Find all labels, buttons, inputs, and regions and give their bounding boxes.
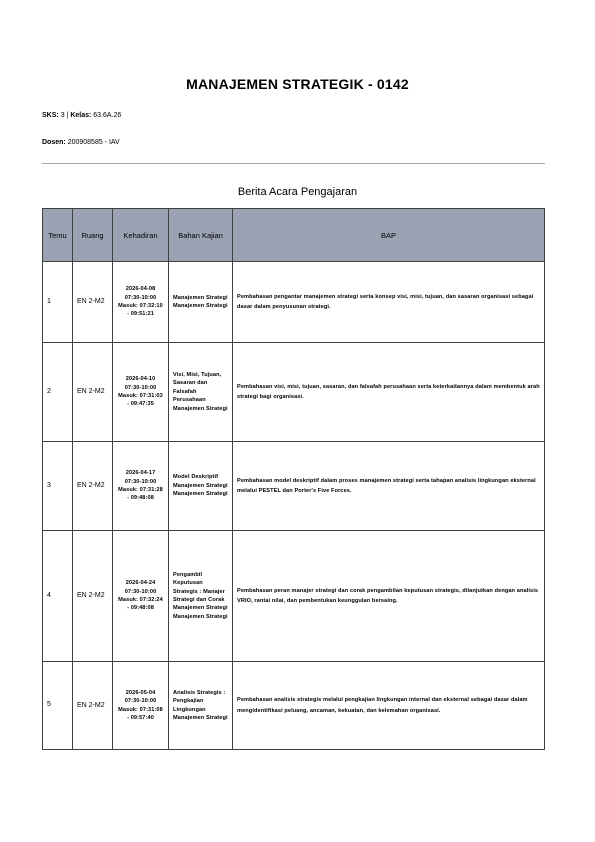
sks-label: SKS: bbox=[42, 112, 59, 119]
cell-bahan-kajian: Model Deskriptif Manajemen Strategi Manajemen Strategi bbox=[169, 442, 233, 531]
header-ruang: Ruang bbox=[73, 209, 113, 262]
cell-bap: Pembahasan pengantar manajemen strategi serta konsep visi, misi, tujuan, dan sasaran organisasi sebagai dasar dalam penyusunan strategi. bbox=[233, 262, 545, 343]
header-bap: BAP bbox=[233, 209, 545, 262]
section-title: Berita Acara Pengajaran bbox=[237, 186, 358, 198]
course-title: MANAJEMEN STRATEGIK - 0142 bbox=[186, 76, 409, 92]
cell-temu: 1 bbox=[43, 262, 73, 343]
cell-bahan-kajian: Visi, Misi, Tujuan, Sasaran dan Falsafah Perusahaan Manajemen Strategi bbox=[169, 343, 233, 442]
kelas-label: Kelas: bbox=[70, 112, 92, 119]
cell-bap: Pembahasan analisis strategis melalui pengkajian lingkungan internal dan eksternal sebagai dasar dalam mengidentifikasi peluang, ancaman, kekuatan, dan kelemahan organisasi. bbox=[233, 662, 545, 750]
bap-table bbox=[42, 208, 545, 750]
cell-kehadiran: 2026-04-24 07:30-10:00 Masuk: 07:32:24 - 09:48:08 bbox=[113, 531, 169, 662]
table-row bbox=[43, 343, 545, 442]
cell-kehadiran: 2026-04-10 07:30-10:00 Masuk: 07:31:03 - 09:47:35 bbox=[113, 343, 169, 442]
table-row bbox=[43, 662, 545, 750]
cell-bap: Pembahasan model deskriptif dalam proses manajemen strategi serta tahapan analisis lingkungan eksternal melalui PESTEL dan Porter's Five Forces. bbox=[233, 442, 545, 531]
cell-bap: Pembahasan visi, misi, tujuan, sasaran, dan falsafah perusahaan serta keterkaitannya dalam membentuk arah strategi bagi organisasi. bbox=[233, 343, 545, 442]
dosen-value: 200908585 - IAV bbox=[67, 139, 120, 146]
lecturer-meta bbox=[42, 139, 120, 146]
table-header-row bbox=[43, 209, 545, 262]
cell-temu: 5 bbox=[43, 662, 73, 750]
cell-temu: 3 bbox=[43, 442, 73, 531]
table-row bbox=[43, 442, 545, 531]
cell-ruang: EN 2-M2 bbox=[73, 262, 113, 343]
cell-ruang: EN 2-M2 bbox=[73, 662, 113, 750]
sks-value: 3 bbox=[60, 112, 65, 119]
cell-bap: Pembahasan peran manajer strategi dan corak pengambilan keputusan strategis, dilanjutkan dengan analisis VRIO, rantai nilai, dan pembentukan keunggulan bersaing. bbox=[233, 531, 545, 662]
cell-ruang: EN 2-M2 bbox=[73, 531, 113, 662]
divider bbox=[42, 163, 545, 164]
dosen-label: Dosen: bbox=[42, 139, 66, 146]
course-meta bbox=[42, 112, 121, 119]
cell-ruang: EN 2-M2 bbox=[73, 442, 113, 531]
cell-temu: 2 bbox=[43, 343, 73, 442]
header-temu: Temu bbox=[43, 209, 73, 262]
cell-bahan-kajian: Pengambil Keputusan Strategis : Manajer Strategi dan Corak Manajemen Strategi Manajemen Strategi bbox=[169, 531, 233, 662]
table-row bbox=[43, 262, 545, 343]
cell-bahan-kajian: Manajemen Strategi Manajemen Strategi bbox=[169, 262, 233, 343]
kelas-value: 63.6A.26 bbox=[93, 112, 122, 119]
cell-kehadiran: 2026-04-08 07:30-10:00 Masuk: 07:32:10 - 09:51:21 bbox=[113, 262, 169, 343]
cell-temu: 4 bbox=[43, 531, 73, 662]
meta-separator: | bbox=[66, 112, 71, 119]
header-kehadiran: Kehadiran bbox=[113, 209, 169, 262]
header-bahan-kajian: Bahan Kajian bbox=[169, 209, 233, 262]
table-row bbox=[43, 531, 545, 662]
cell-bahan-kajian: Analisis Strategis : Pengkajian Lingkungan Manajemen Strategi bbox=[169, 662, 233, 750]
cell-kehadiran: 2026-05-04 07:30-10:00 Masuk: 07:31:08 - 09:57:40 bbox=[113, 662, 169, 750]
cell-kehadiran: 2026-04-17 07:30-10:00 Masuk: 07:31:28 - 09:48:08 bbox=[113, 442, 169, 531]
cell-ruang: EN 2-M2 bbox=[73, 343, 113, 442]
